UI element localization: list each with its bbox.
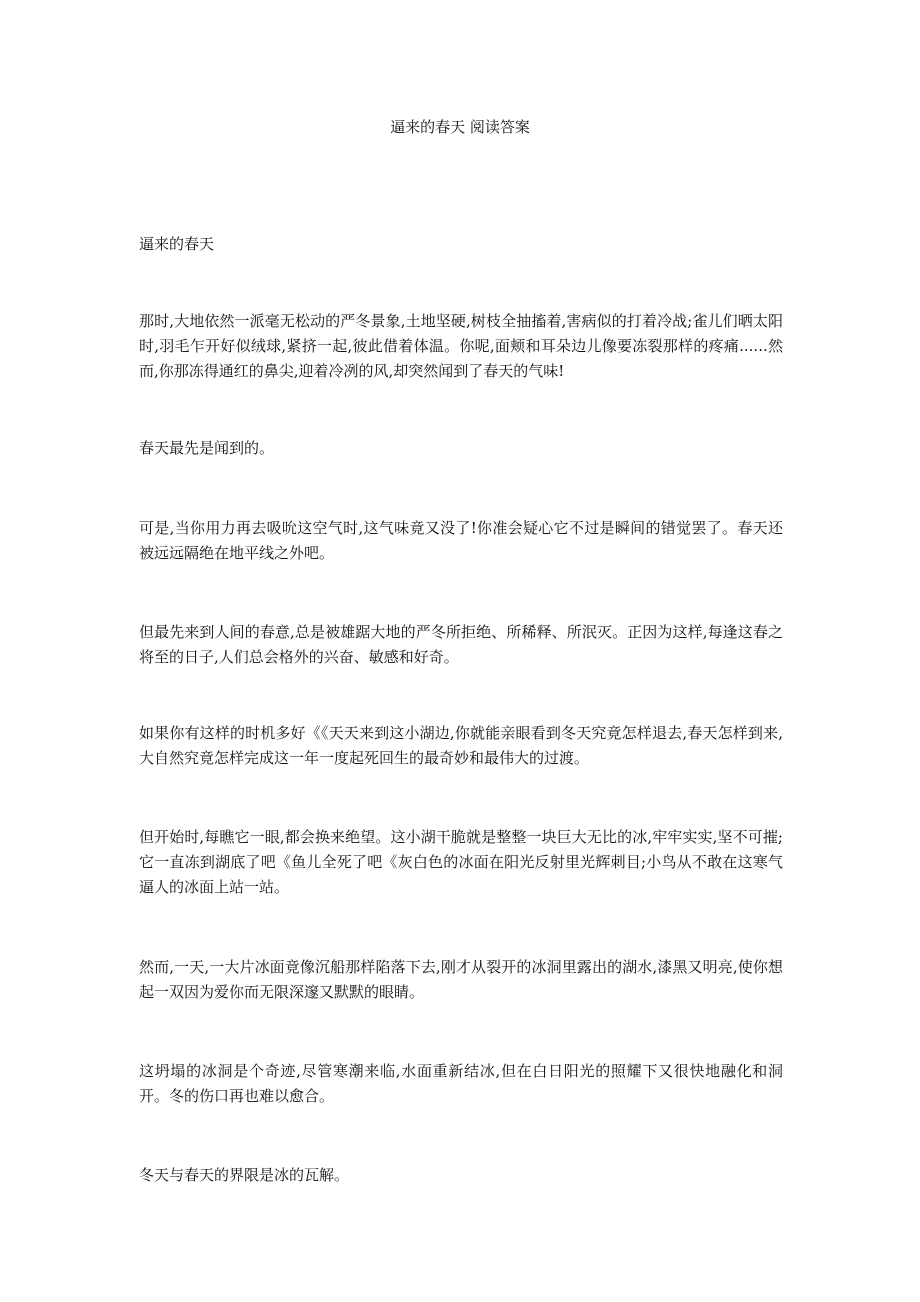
- paragraph-9: 冬天与春天的界限是冰的瓦解。: [139, 1166, 350, 1184]
- paragraph-3: 可是,当你用力再去吸吮这空气时,这气味竟又没了!你准会疑心它不过是瞬间的错觉罢了。春天还被远远隔绝在地平线之外吧。: [139, 519, 783, 562]
- paragraph-7: 然而,一天,一大片冰面竟像沉船那样陷落下去,刚才从裂开的冰洞里露出的湖水,漆黑又明亮,使你想起一双因为爱你而无限深邃又默默的眼睛。: [139, 958, 783, 1001]
- document-title: 逼来的春天 阅读答案: [390, 118, 530, 136]
- paragraph-1: 那时,大地依然一派毫无松动的严冬景象,土地坚硬,树枝全抽搐着,害病似的打着冷战;雀儿们晒太阳时,羽毛乍开好似绒球,紧挤一起,彼此借着体温。你呢,面颊和耳朵边儿像要冻裂那样的疼痛......然而,你那冻得通红的鼻尖,迎着冷冽的风,却突然闻到了春天的气味!: [139, 312, 783, 380]
- article-heading: 逼来的春天: [139, 235, 215, 253]
- paragraph-4: 但最先来到人间的春意,总是被雄踞大地的严冬所拒绝、所稀释、所泯灭。正因为这样,每逢这春之将至的日子,人们总会格外的兴奋、敏感和好奇。: [139, 623, 783, 666]
- paragraph-6: 但开始时,每瞧它一眼,都会换来绝望。这小湖干脆就是整整一块巨大无比的冰,牢牢实实,坚不可摧;它一直冻到湖底了吧《鱼儿全死了吧《灰白色的冰面在阳光反射里光辉刺目;小鸟从不敢在这寒气逼人的冰面上站一站。: [139, 828, 783, 896]
- paragraph-8: 这坍塌的冰洞是个奇迹,尽管寒潮来临,水面重新结冰,但在白日阳光的照耀下又很快地融化和洞开。冬的伤口再也难以愈合。: [139, 1062, 783, 1105]
- paragraph-5: 如果你有这样的时机多好《《天天来到这小湖边,你就能亲眼看到冬天究竟怎样退去,春天怎样到来,大自然究竟怎样完成这一年一度起死回生的最奇妙和最伟大的过渡。: [139, 724, 783, 767]
- paragraph-2: 春天最先是闻到的。: [139, 439, 275, 457]
